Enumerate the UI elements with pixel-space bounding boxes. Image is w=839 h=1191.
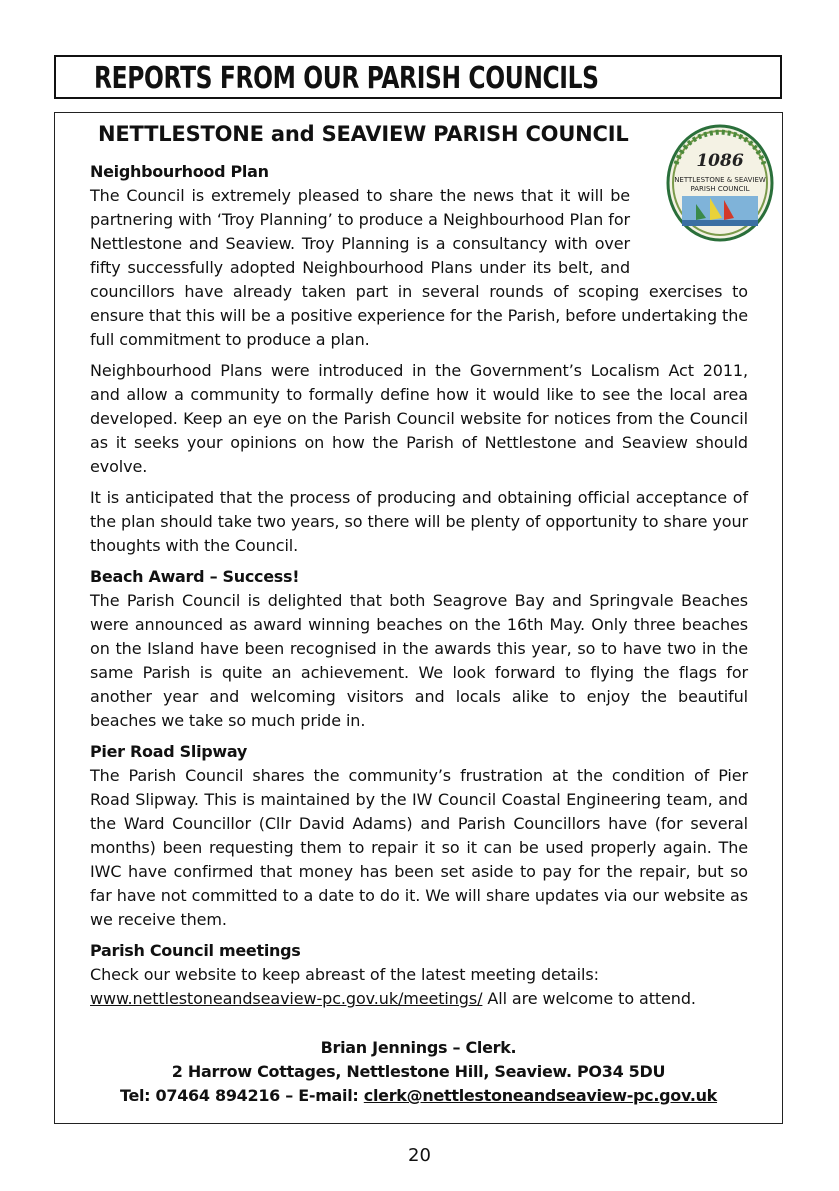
- page-number: 20: [408, 1145, 431, 1166]
- clerk-address: 2 Harrow Cottages, Nettlestone Hill, Seaview. PO34 5DU: [171, 1062, 666, 1081]
- section-parish-council-meetings: [90, 939, 748, 1011]
- section-heading: Beach Award – Success!: [90, 567, 300, 586]
- paragraph: The Council is extremely pleased to share the news that it will be partnering with ‘Troy Planning’ to produce a Neighbourhood Plan for Nettlestone and Seaview. Troy Planning is a consultancy with over fifty successfully adopted Neighbourhood Plans under its belt, and councillors have already taken part in several rounds of scoping exercises to ensure that this will be a positive experience for the Parish, before undertaking the full commitment to produce a plan.: [90, 186, 748, 349]
- section-heading: Neighbourhood Plan: [90, 162, 269, 181]
- logo-year: 1086: [696, 151, 744, 171]
- section-heading: Pier Road Slipway: [90, 742, 248, 761]
- paragraph: Neighbourhood Plans were introduced in the Government’s Localism Act 2011, and allow a community to formally define how it would like to see the local area developed. Keep an eye on the Parish Council website for notices from the Council as it seeks your opinions on how the Parish of Nettlestone and Seaview should evolve.: [90, 361, 748, 476]
- email-link[interactable]: clerk@nettlestoneandseaview-pc.gov.uk: [363, 1086, 718, 1105]
- section-beach-award: [90, 565, 748, 733]
- meetings-link-line: [90, 987, 748, 1011]
- clerk-contact: [54, 1084, 783, 1108]
- logo-line1: NETTLESTONE & SEAVIEW: [674, 176, 766, 184]
- page-header-title: REPORTS FROM OUR PARISH COUNCILS: [94, 61, 599, 96]
- tel-label: Tel: 07464 894216 – E-mail:: [119, 1086, 364, 1105]
- report-body: [90, 160, 748, 1018]
- meetings-line: Check our website to keep abreast of the latest meeting details:: [90, 965, 599, 984]
- paragraph: The Parish Council shares the community’s frustration at the condition of Pier Road Slipway. This is maintained by the IW Council Coastal Engineering team, and the Ward Councillor (Cllr David Adams) and Parish Councillors have (for several months) been requesting them to repair it so it can be used properly again. The IWC have confirmed that money has been set aside to pay for the repair, but so far have not committed to a date to do it. We will share updates via our website as we receive them.: [90, 766, 748, 929]
- paragraph: It is anticipated that the process of producing and obtaining official acceptance of the plan should take two years, so there will be plenty of opportunity to share your thoughts with the Council.: [90, 488, 748, 555]
- meetings-after-link: All are welcome to attend.: [482, 989, 696, 1008]
- section-neighbourhood-plan: [90, 160, 748, 558]
- section-pier-road-slipway: [90, 740, 748, 932]
- logo-spacer: [640, 184, 748, 268]
- logo-line2: PARISH COUNCIL: [690, 185, 750, 193]
- meetings-link[interactable]: www.nettlestoneandseaview-pc.gov.uk/meetings/: [90, 989, 483, 1008]
- clerk-name: Brian Jennings – Clerk.: [320, 1038, 517, 1057]
- signoff: [54, 1036, 783, 1108]
- page-header-box: [54, 55, 782, 99]
- council-title: NETTLESTONE and SEAVIEW PARISH COUNCIL: [98, 122, 629, 146]
- paragraph: The Parish Council is delighted that both Seagrove Bay and Springvale Beaches were announced as award winning beaches on the 16th May. Only three beaches on the Island have been recognised in the awards this year, so to have two in the same Parish is quite an achievement. We look forward to flying the flags for another year and welcoming visitors and locals alike to enjoy the beautiful beaches we take so much pride in.: [90, 591, 748, 730]
- section-heading: Parish Council meetings: [90, 941, 301, 960]
